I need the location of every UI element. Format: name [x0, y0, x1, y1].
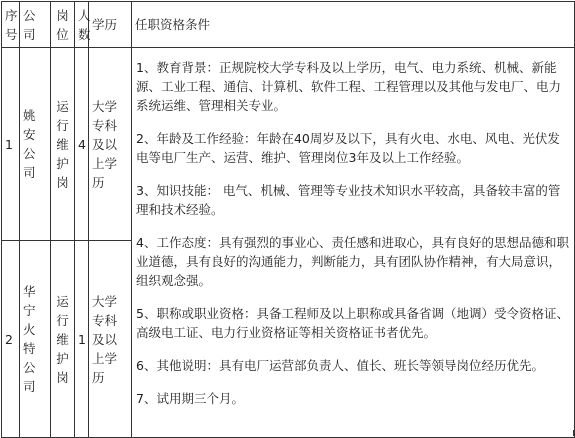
- row-education: 大学专科及以上学历: [89, 241, 132, 438]
- row-count: 1: [75, 241, 89, 438]
- row-company: 华宁火特公司: [20, 241, 51, 438]
- requirement-item: 3、知识技能： 电气、机械、管理等专业技术知识水平较高，具备较丰富的管理和技术经验。: [136, 183, 561, 217]
- requirements-cell: [132, 48, 575, 438]
- header-company: 公司: [20, 2, 51, 48]
- requirement-item: 4、工作态度：具有强烈的事业心、责任感和进取心，具有良好的思想品德和职业道德，具有良好的沟通能力，判断能力，具有团队协作精神，有大局意识，组织观念强。: [136, 235, 569, 288]
- requirement-item: 1、教育背景：正规院校大学专科及以上学历，电气、电力系统、机械、新能源、工业工程、通信、计算机、软件工程、工程管理以及其他与发电厂、电力系统运维、管理相关专业。: [136, 60, 562, 113]
- requirement-item: 5、职称或职业资格：具备工程师及以上职称或具备省调（地调）受令资格证、高级电工证、电力行业资格证等相关资格证书者优先。: [136, 306, 569, 340]
- header-row: [2, 2, 575, 48]
- header-position: 岗位: [51, 2, 75, 48]
- header-no: 序号: [2, 2, 20, 48]
- requirement-item: 7、试用期三个月。: [136, 391, 244, 406]
- header-count: 人数: [75, 2, 89, 48]
- row-count: 4: [75, 48, 89, 241]
- header-education: 学历: [89, 2, 132, 48]
- table-row: [2, 48, 575, 241]
- row-no: 2: [2, 241, 20, 438]
- header-requirements: 任职资格条件: [132, 2, 575, 48]
- table-continuation: [1, 430, 574, 436]
- row-position: 运行维护岗: [51, 241, 75, 438]
- row-education: 大学专科及以上学历: [89, 48, 132, 241]
- row-position: 运行维护岗: [51, 48, 75, 241]
- requirement-item: 2、年龄及工作经验：年龄在40周岁及以下，具有火电、水电、风电、光伏发电等电厂生产、运营、维护、管理岗位3年及以上工作经验。: [136, 131, 560, 165]
- row-no: 1: [2, 48, 20, 241]
- row-company: 姚安公司: [20, 48, 51, 241]
- recruitment-table: [1, 1, 575, 438]
- requirement-item: 6、其他说明：具有电厂运营部负责人、值长、班长等领导岗位经历优先。: [136, 358, 544, 373]
